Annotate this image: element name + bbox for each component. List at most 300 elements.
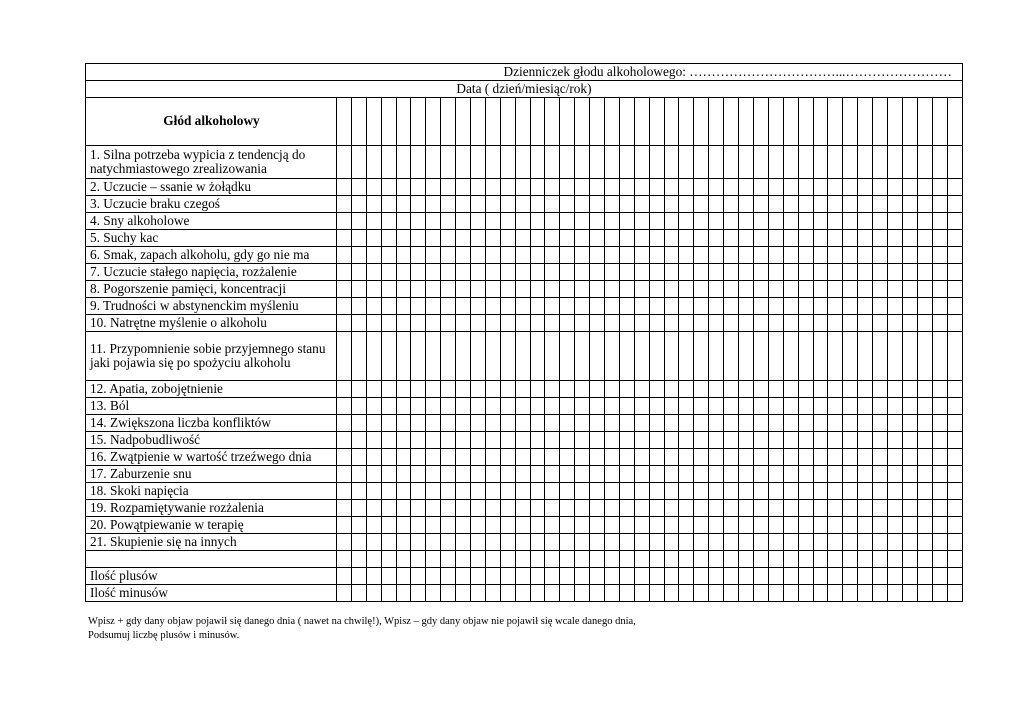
day-cell[interactable] — [709, 500, 724, 517]
day-cell[interactable] — [873, 146, 888, 179]
day-cell[interactable] — [768, 196, 783, 213]
day-cell[interactable] — [798, 264, 813, 281]
day-cell[interactable] — [456, 332, 471, 381]
day-cell[interactable] — [605, 146, 620, 179]
day-cell[interactable] — [679, 500, 694, 517]
day-cell[interactable] — [351, 196, 366, 213]
day-cell[interactable] — [337, 213, 352, 230]
day-cell[interactable] — [813, 264, 828, 281]
day-cell[interactable] — [634, 281, 649, 298]
day-cell[interactable] — [679, 551, 694, 568]
day-cell[interactable] — [411, 298, 426, 315]
day-cell[interactable] — [649, 466, 664, 483]
day-cell[interactable] — [932, 381, 947, 398]
day-cell[interactable] — [739, 449, 754, 466]
day-cell[interactable] — [902, 381, 917, 398]
day-cell[interactable] — [605, 432, 620, 449]
day-cell[interactable] — [649, 568, 664, 585]
day-cell[interactable] — [932, 196, 947, 213]
day-cell[interactable] — [858, 230, 873, 247]
day-cell[interactable] — [471, 315, 486, 332]
day-cell[interactable] — [947, 534, 962, 551]
day-cell[interactable] — [545, 466, 560, 483]
day-cell[interactable] — [366, 534, 381, 551]
day-cell[interactable] — [724, 449, 739, 466]
day-cell[interactable] — [813, 398, 828, 415]
day-cell[interactable] — [530, 381, 545, 398]
day-cell[interactable] — [500, 466, 515, 483]
day-cell[interactable] — [858, 298, 873, 315]
day-cell[interactable] — [709, 281, 724, 298]
day-cell[interactable] — [724, 483, 739, 500]
day-cell[interactable] — [932, 264, 947, 281]
day-cell[interactable] — [798, 381, 813, 398]
day-cell[interactable] — [337, 230, 352, 247]
day-cell[interactable] — [590, 449, 605, 466]
day-cell[interactable] — [560, 585, 575, 602]
day-cell[interactable] — [575, 398, 590, 415]
day-cell[interactable] — [605, 196, 620, 213]
day-cell[interactable] — [932, 415, 947, 432]
day-cell[interactable] — [768, 213, 783, 230]
day-cell[interactable] — [753, 415, 768, 432]
day-cell[interactable] — [426, 432, 441, 449]
day-cell[interactable] — [783, 179, 798, 196]
day-cell[interactable] — [679, 196, 694, 213]
day-cell[interactable] — [649, 281, 664, 298]
day-cell[interactable] — [887, 568, 902, 585]
day-cell[interactable] — [724, 196, 739, 213]
day-cell[interactable] — [351, 585, 366, 602]
day-cell[interactable] — [575, 500, 590, 517]
day-cell[interactable] — [753, 247, 768, 264]
day-cell[interactable] — [783, 332, 798, 381]
day-cell[interactable] — [813, 332, 828, 381]
day-cell[interactable] — [351, 517, 366, 534]
day-cell[interactable] — [366, 551, 381, 568]
day-cell[interactable] — [619, 179, 634, 196]
day-cell[interactable] — [634, 551, 649, 568]
day-cell[interactable] — [605, 466, 620, 483]
day-cell[interactable] — [679, 264, 694, 281]
day-cell[interactable] — [366, 213, 381, 230]
day-cell[interactable] — [381, 449, 396, 466]
day-cell[interactable] — [873, 281, 888, 298]
day-cell[interactable] — [843, 179, 858, 196]
day-cell[interactable] — [560, 146, 575, 179]
day-cell[interactable] — [471, 179, 486, 196]
day-cell[interactable] — [441, 230, 456, 247]
day-cell[interactable] — [485, 146, 500, 179]
day-cell[interactable] — [649, 179, 664, 196]
day-cell[interactable] — [709, 551, 724, 568]
day-cell[interactable] — [500, 432, 515, 449]
day-cell[interactable] — [441, 449, 456, 466]
day-cell[interactable] — [515, 466, 530, 483]
day-cell[interactable] — [545, 196, 560, 213]
day-cell[interactable] — [902, 466, 917, 483]
day-cell[interactable] — [947, 466, 962, 483]
day-cell[interactable] — [798, 398, 813, 415]
day-cell[interactable] — [768, 568, 783, 585]
day-cell[interactable] — [902, 517, 917, 534]
day-cell[interactable] — [381, 483, 396, 500]
day-cell[interactable] — [426, 146, 441, 179]
day-cell[interactable] — [768, 500, 783, 517]
day-cell[interactable] — [441, 415, 456, 432]
day-cell[interactable] — [739, 483, 754, 500]
day-cell[interactable] — [381, 179, 396, 196]
day-cell[interactable] — [456, 230, 471, 247]
day-cell[interactable] — [947, 179, 962, 196]
day-cell[interactable] — [575, 247, 590, 264]
day-cell[interactable] — [724, 415, 739, 432]
day-cell[interactable] — [709, 466, 724, 483]
day-cell[interactable] — [396, 466, 411, 483]
day-cell[interactable] — [902, 332, 917, 381]
day-cell[interactable] — [649, 432, 664, 449]
day-cell[interactable] — [843, 98, 858, 146]
day-cell[interactable] — [873, 449, 888, 466]
day-cell[interactable] — [575, 432, 590, 449]
day-cell[interactable] — [739, 568, 754, 585]
day-cell[interactable] — [396, 568, 411, 585]
day-cell[interactable] — [828, 449, 843, 466]
day-cell[interactable] — [396, 213, 411, 230]
day-cell[interactable] — [634, 466, 649, 483]
day-cell[interactable] — [634, 332, 649, 381]
day-cell[interactable] — [619, 98, 634, 146]
day-cell[interactable] — [619, 449, 634, 466]
day-cell[interactable] — [828, 298, 843, 315]
day-cell[interactable] — [813, 196, 828, 213]
day-cell[interactable] — [798, 281, 813, 298]
day-cell[interactable] — [768, 415, 783, 432]
day-cell[interactable] — [471, 534, 486, 551]
day-cell[interactable] — [828, 398, 843, 415]
day-cell[interactable] — [798, 146, 813, 179]
day-cell[interactable] — [351, 230, 366, 247]
day-cell[interactable] — [739, 281, 754, 298]
day-cell[interactable] — [947, 551, 962, 568]
day-cell[interactable] — [873, 264, 888, 281]
day-cell[interactable] — [500, 281, 515, 298]
day-cell[interactable] — [902, 315, 917, 332]
day-cell[interactable] — [456, 483, 471, 500]
day-cell[interactable] — [798, 213, 813, 230]
day-cell[interactable] — [381, 264, 396, 281]
day-cell[interactable] — [917, 247, 932, 264]
day-cell[interactable] — [441, 98, 456, 146]
day-cell[interactable] — [873, 466, 888, 483]
day-cell[interactable] — [500, 230, 515, 247]
day-cell[interactable] — [560, 298, 575, 315]
day-cell[interactable] — [873, 179, 888, 196]
day-cell[interactable] — [337, 551, 352, 568]
day-cell[interactable] — [456, 466, 471, 483]
day-cell[interactable] — [411, 213, 426, 230]
day-cell[interactable] — [500, 247, 515, 264]
day-cell[interactable] — [605, 483, 620, 500]
day-cell[interactable] — [724, 264, 739, 281]
day-cell[interactable] — [485, 381, 500, 398]
day-cell[interactable] — [783, 483, 798, 500]
day-cell[interactable] — [619, 432, 634, 449]
day-cell[interactable] — [366, 332, 381, 381]
day-cell[interactable] — [753, 264, 768, 281]
day-cell[interactable] — [843, 585, 858, 602]
day-cell[interactable] — [768, 585, 783, 602]
day-cell[interactable] — [902, 500, 917, 517]
day-cell[interactable] — [902, 179, 917, 196]
day-cell[interactable] — [813, 230, 828, 247]
day-cell[interactable] — [843, 381, 858, 398]
day-cell[interactable] — [590, 534, 605, 551]
day-cell[interactable] — [396, 449, 411, 466]
day-cell[interactable] — [873, 517, 888, 534]
day-cell[interactable] — [873, 247, 888, 264]
day-cell[interactable] — [932, 230, 947, 247]
day-cell[interactable] — [709, 298, 724, 315]
day-cell[interactable] — [634, 500, 649, 517]
day-cell[interactable] — [366, 517, 381, 534]
day-cell[interactable] — [664, 568, 679, 585]
day-cell[interactable] — [917, 500, 932, 517]
day-cell[interactable] — [768, 483, 783, 500]
day-cell[interactable] — [649, 146, 664, 179]
day-cell[interactable] — [768, 381, 783, 398]
day-cell[interactable] — [426, 264, 441, 281]
day-cell[interactable] — [441, 568, 456, 585]
day-cell[interactable] — [605, 298, 620, 315]
day-cell[interactable] — [426, 534, 441, 551]
day-cell[interactable] — [768, 247, 783, 264]
day-cell[interactable] — [947, 281, 962, 298]
day-cell[interactable] — [858, 196, 873, 213]
day-cell[interactable] — [337, 179, 352, 196]
day-cell[interactable] — [456, 585, 471, 602]
day-cell[interactable] — [709, 332, 724, 381]
day-cell[interactable] — [798, 298, 813, 315]
day-cell[interactable] — [902, 585, 917, 602]
day-cell[interactable] — [619, 398, 634, 415]
day-cell[interactable] — [679, 534, 694, 551]
day-cell[interactable] — [485, 500, 500, 517]
day-cell[interactable] — [590, 551, 605, 568]
day-cell[interactable] — [694, 264, 709, 281]
day-cell[interactable] — [858, 98, 873, 146]
day-cell[interactable] — [917, 449, 932, 466]
day-cell[interactable] — [515, 500, 530, 517]
day-cell[interactable] — [753, 213, 768, 230]
day-cell[interactable] — [575, 315, 590, 332]
day-cell[interactable] — [858, 466, 873, 483]
day-cell[interactable] — [530, 98, 545, 146]
day-cell[interactable] — [917, 432, 932, 449]
day-cell[interactable] — [753, 315, 768, 332]
day-cell[interactable] — [471, 398, 486, 415]
day-cell[interactable] — [664, 500, 679, 517]
day-cell[interactable] — [515, 449, 530, 466]
day-cell[interactable] — [783, 415, 798, 432]
day-cell[interactable] — [753, 585, 768, 602]
day-cell[interactable] — [426, 281, 441, 298]
day-cell[interactable] — [545, 500, 560, 517]
day-cell[interactable] — [485, 179, 500, 196]
day-cell[interactable] — [798, 98, 813, 146]
day-cell[interactable] — [798, 517, 813, 534]
day-cell[interactable] — [753, 332, 768, 381]
day-cell[interactable] — [485, 466, 500, 483]
day-cell[interactable] — [560, 264, 575, 281]
day-cell[interactable] — [530, 432, 545, 449]
day-cell[interactable] — [634, 146, 649, 179]
day-cell[interactable] — [396, 534, 411, 551]
day-cell[interactable] — [783, 568, 798, 585]
day-cell[interactable] — [500, 179, 515, 196]
day-cell[interactable] — [575, 381, 590, 398]
day-cell[interactable] — [724, 398, 739, 415]
day-cell[interactable] — [619, 381, 634, 398]
day-cell[interactable] — [530, 264, 545, 281]
day-cell[interactable] — [396, 146, 411, 179]
day-cell[interactable] — [456, 500, 471, 517]
day-cell[interactable] — [471, 196, 486, 213]
day-cell[interactable] — [932, 466, 947, 483]
day-cell[interactable] — [485, 315, 500, 332]
day-cell[interactable] — [530, 315, 545, 332]
day-cell[interactable] — [828, 483, 843, 500]
day-cell[interactable] — [739, 315, 754, 332]
day-cell[interactable] — [843, 332, 858, 381]
day-cell[interactable] — [456, 196, 471, 213]
day-cell[interactable] — [471, 551, 486, 568]
day-cell[interactable] — [783, 534, 798, 551]
day-cell[interactable] — [619, 315, 634, 332]
day-cell[interactable] — [932, 332, 947, 381]
day-cell[interactable] — [441, 534, 456, 551]
day-cell[interactable] — [843, 415, 858, 432]
day-cell[interactable] — [739, 517, 754, 534]
day-cell[interactable] — [739, 179, 754, 196]
day-cell[interactable] — [545, 381, 560, 398]
day-cell[interactable] — [471, 213, 486, 230]
day-cell[interactable] — [590, 146, 605, 179]
day-cell[interactable] — [709, 213, 724, 230]
day-cell[interactable] — [619, 298, 634, 315]
day-cell[interactable] — [366, 281, 381, 298]
day-cell[interactable] — [351, 415, 366, 432]
day-cell[interactable] — [947, 449, 962, 466]
day-cell[interactable] — [828, 281, 843, 298]
day-cell[interactable] — [560, 213, 575, 230]
day-cell[interactable] — [590, 500, 605, 517]
day-cell[interactable] — [694, 534, 709, 551]
day-cell[interactable] — [902, 432, 917, 449]
day-cell[interactable] — [798, 551, 813, 568]
day-cell[interactable] — [679, 179, 694, 196]
day-cell[interactable] — [381, 146, 396, 179]
day-cell[interactable] — [381, 332, 396, 381]
day-cell[interactable] — [932, 281, 947, 298]
day-cell[interactable] — [843, 264, 858, 281]
day-cell[interactable] — [724, 568, 739, 585]
day-cell[interactable] — [858, 264, 873, 281]
day-cell[interactable] — [887, 281, 902, 298]
day-cell[interactable] — [471, 500, 486, 517]
day-cell[interactable] — [381, 517, 396, 534]
day-cell[interactable] — [590, 568, 605, 585]
day-cell[interactable] — [649, 264, 664, 281]
day-cell[interactable] — [605, 98, 620, 146]
day-cell[interactable] — [575, 585, 590, 602]
day-cell[interactable] — [575, 98, 590, 146]
day-cell[interactable] — [858, 585, 873, 602]
day-cell[interactable] — [664, 179, 679, 196]
day-cell[interactable] — [590, 432, 605, 449]
day-cell[interactable] — [679, 381, 694, 398]
day-cell[interactable] — [873, 432, 888, 449]
day-cell[interactable] — [768, 432, 783, 449]
day-cell[interactable] — [694, 247, 709, 264]
day-cell[interactable] — [530, 551, 545, 568]
day-cell[interactable] — [351, 315, 366, 332]
day-cell[interactable] — [471, 230, 486, 247]
day-cell[interactable] — [649, 196, 664, 213]
day-cell[interactable] — [590, 332, 605, 381]
day-cell[interactable] — [813, 247, 828, 264]
day-cell[interactable] — [917, 483, 932, 500]
day-cell[interactable] — [634, 568, 649, 585]
day-cell[interactable] — [634, 247, 649, 264]
day-cell[interactable] — [828, 247, 843, 264]
day-cell[interactable] — [739, 264, 754, 281]
day-cell[interactable] — [441, 213, 456, 230]
day-cell[interactable] — [813, 500, 828, 517]
day-cell[interactable] — [545, 315, 560, 332]
day-cell[interactable] — [575, 213, 590, 230]
day-cell[interactable] — [515, 585, 530, 602]
day-cell[interactable] — [456, 213, 471, 230]
day-cell[interactable] — [724, 298, 739, 315]
day-cell[interactable] — [798, 568, 813, 585]
day-cell[interactable] — [664, 534, 679, 551]
day-cell[interactable] — [619, 500, 634, 517]
day-cell[interactable] — [560, 432, 575, 449]
day-cell[interactable] — [843, 298, 858, 315]
day-cell[interactable] — [917, 146, 932, 179]
day-cell[interactable] — [634, 264, 649, 281]
day-cell[interactable] — [605, 247, 620, 264]
day-cell[interactable] — [813, 449, 828, 466]
day-cell[interactable] — [396, 483, 411, 500]
day-cell[interactable] — [500, 98, 515, 146]
day-cell[interactable] — [560, 179, 575, 196]
day-cell[interactable] — [366, 398, 381, 415]
day-cell[interactable] — [694, 551, 709, 568]
day-cell[interactable] — [337, 196, 352, 213]
day-cell[interactable] — [664, 415, 679, 432]
day-cell[interactable] — [828, 146, 843, 179]
day-cell[interactable] — [560, 517, 575, 534]
day-cell[interactable] — [768, 98, 783, 146]
day-cell[interactable] — [902, 415, 917, 432]
day-cell[interactable] — [426, 568, 441, 585]
day-cell[interactable] — [887, 196, 902, 213]
day-cell[interactable] — [813, 551, 828, 568]
day-cell[interactable] — [843, 534, 858, 551]
day-cell[interactable] — [396, 281, 411, 298]
